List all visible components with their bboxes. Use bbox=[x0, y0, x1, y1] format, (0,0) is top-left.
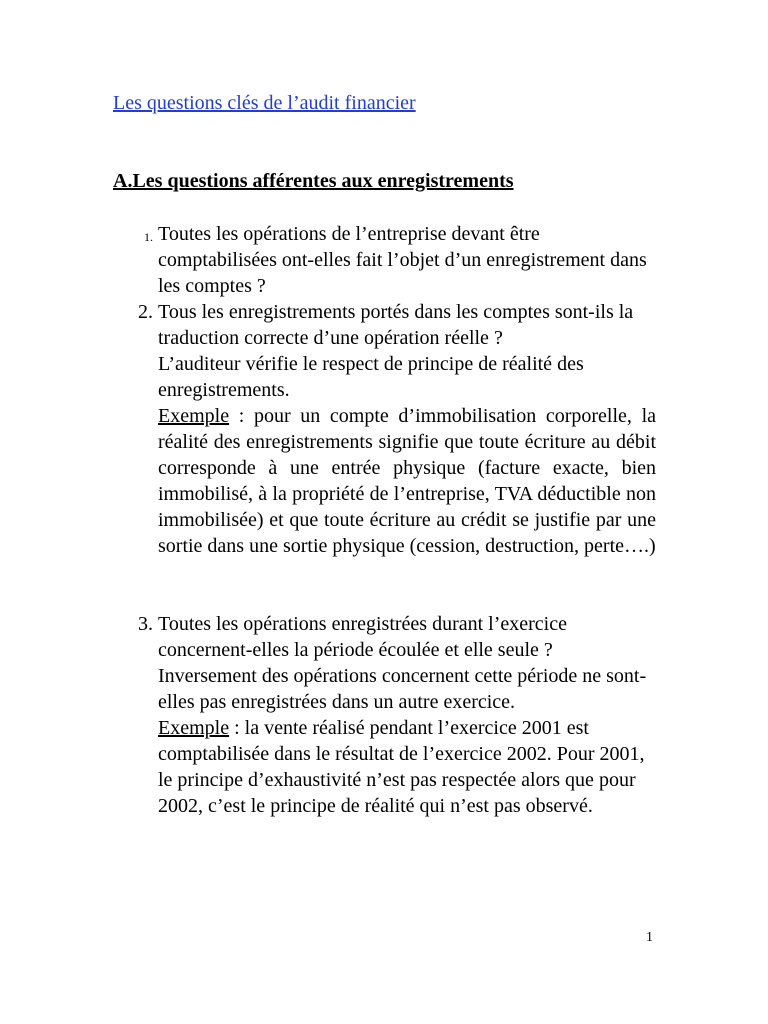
page-number: 1 bbox=[646, 930, 653, 945]
item-3-example-text: : la vente réalisé pendant l’exercice 2001 est comptabilisée dans le résultat de l’exercice 2002. Pour 2001, le principe d’exhaustivité n’est pas respectée alors que pour 2002, c’est le principe de réalité qui n’est pas observé. bbox=[158, 717, 645, 817]
item-2-note: L’auditeur vérifie le respect de principe de réalité des enregistrements. bbox=[158, 353, 584, 401]
section-heading: A.Les questions afférentes aux enregistrements bbox=[113, 170, 514, 192]
item-2-example bbox=[158, 403, 656, 559]
item-3-text bbox=[158, 611, 656, 819]
item-3-note: Inversement des opérations concernent cette période ne sont-elles pas enregistrées dans un autre exercice. bbox=[158, 665, 647, 713]
item-2-example-label: Exemple bbox=[158, 405, 230, 427]
item-1-question: Toutes les opérations de l’entreprise devant être comptabilisées ont-elles fait l’objet d’un enregistrement dans les comptes ? bbox=[158, 223, 647, 297]
document-title: Les questions clés de l’audit financier bbox=[113, 92, 416, 114]
item-1-text bbox=[158, 221, 656, 299]
item-2-example-text: : pour un compte d’immobilisation corporelle, la réalité des enregistrements signifie que toute écriture au débit corresponde à une entrée physique (facture exacte, bien immobilisé, à la propriété de l’entreprise, TVA déductible non immobilisée) et que toute écriture au crédit se justifie par une sortie dans une sortie physique (cession, destruction, perte….) bbox=[158, 405, 656, 557]
item-3-example-label: Exemple bbox=[158, 717, 230, 739]
item-2-number: 2. bbox=[138, 301, 153, 323]
item-3-example bbox=[158, 715, 656, 819]
item-2-text bbox=[158, 299, 656, 559]
item-3-question: Toutes les opérations enregistrées durant l’exercice concernent-elles la période écoulée et elle seule ? bbox=[158, 613, 567, 661]
item-2-question: Tous les enregistrements portés dans les comptes sont-ils la traduction correcte d’une opération réelle ? bbox=[158, 301, 634, 349]
item-1-number: 1. bbox=[144, 230, 153, 244]
item-3-number: 3. bbox=[138, 613, 153, 635]
